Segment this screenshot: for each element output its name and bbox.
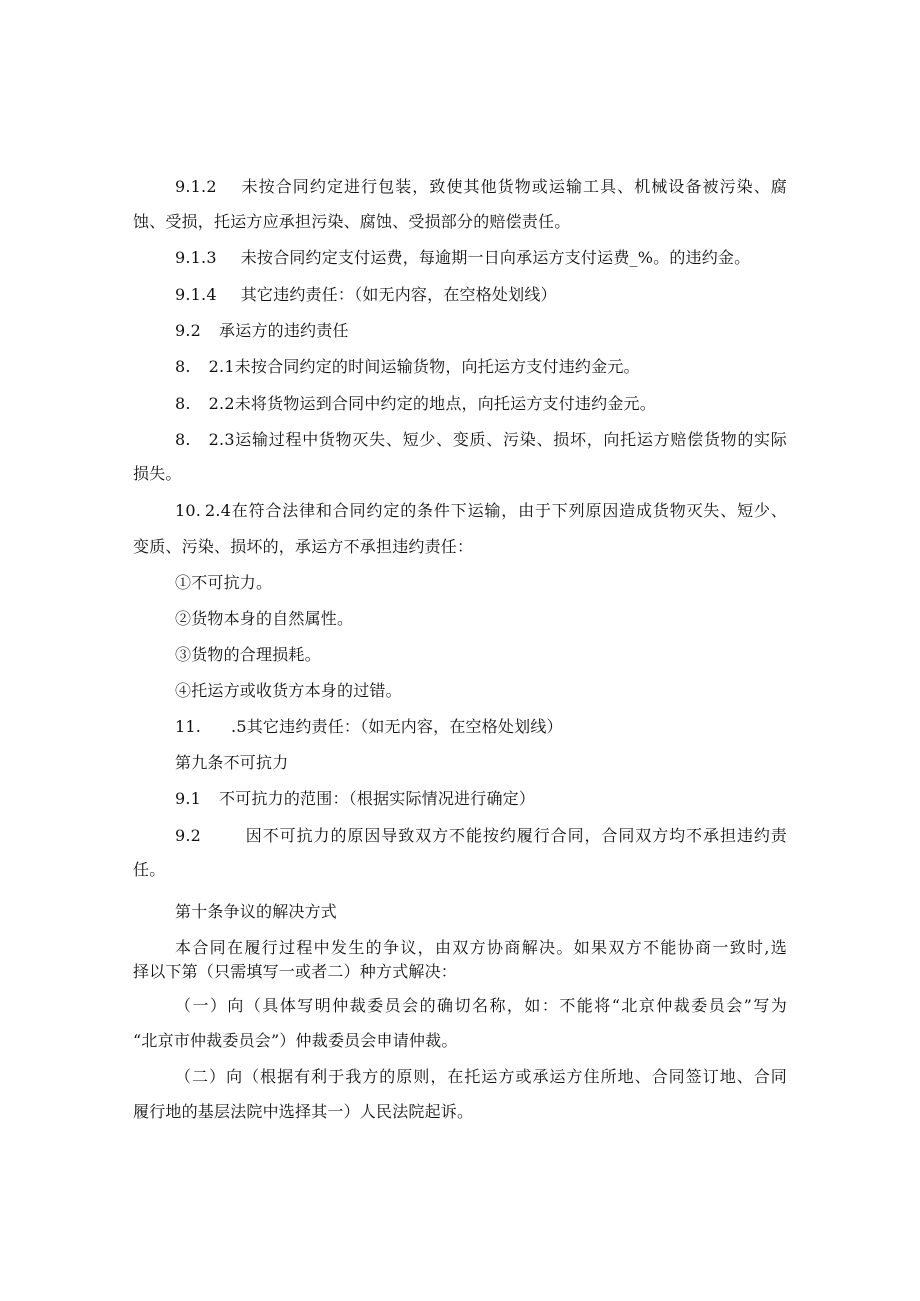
paragraph-8-2-2	[175, 394, 656, 414]
paragraph-10-2-4	[175, 501, 787, 521]
clause-text: 2.1未按合同约定的时间运输货物，向托运方支付违约金元。	[208, 357, 640, 376]
list-item: ①不可抗力。	[175, 573, 273, 592]
paragraph-dispute: 本合同在履行过程中发生的争议，由双方协商解决。如果双方不能协商一致时,选	[175, 938, 787, 957]
paragraph-9-1-2	[175, 177, 787, 197]
clause-text: 2.2未将货物运到合同中约定的地点，向托运方支付违约金元。	[208, 394, 656, 413]
paragraph-continuation: 蚀、受损，托运方应承担污染、腐蚀、受损部分的赔偿责任。	[133, 212, 571, 231]
clause-text: 不可抗力的范围：（根据实际情况进行确定）	[219, 789, 536, 808]
paragraph-9-2-carrier	[175, 321, 349, 341]
list-item: ②货物本身的自然属性。	[175, 609, 354, 628]
clause-number: 10.	[175, 501, 202, 520]
clause-number: 8.	[175, 430, 191, 449]
article-heading-dispute-resolution: 第十条争议的解决方式	[175, 902, 338, 921]
clause-number: 9.1.4	[175, 285, 217, 304]
clause-text: 因不可抗力的原因导致双方不能按约履行合同，合同双方均不承担违约责	[245, 826, 787, 845]
clause-number: 9.1.2	[175, 177, 217, 196]
clause-number: 11.	[175, 717, 202, 736]
clause-number: 8.	[175, 394, 191, 413]
paragraph-option-litigation: （二）向（根据有利于我方的原则，在托运方或承运方住所地、合同签订地、合同	[175, 1067, 787, 1086]
paragraph-9-1-3	[175, 248, 750, 268]
clause-number: 9.1.3	[175, 248, 217, 267]
clause-text: 2.4在符合法律和合同约定的条件下运输，由于下列原因造成货物灭失、短少、	[205, 501, 787, 520]
paragraph-9-2-force-majeure	[175, 826, 787, 846]
clause-number: 9.2	[175, 321, 202, 340]
clause-text: 未按合同约定支付运费，每逾期一日向承运方支付运费_%。的违约金。	[240, 248, 751, 267]
paragraph-continuation: 损失。	[133, 464, 182, 483]
list-item: ④托运方或收货方本身的过错。	[175, 681, 402, 700]
paragraph-9-1-4	[175, 285, 557, 305]
clause-text: .5其它违约责任：（如无内容，在空格处划线）	[231, 717, 563, 736]
clause-text: 承运方的违约责任	[219, 321, 349, 340]
paragraph-11-5	[175, 717, 563, 737]
paragraph-9-1-force-majeure	[175, 789, 535, 809]
paragraph-continuation: 择以下第（只需填写一或者二）种方式解决：	[133, 962, 458, 981]
list-item: ③货物的合理损耗。	[175, 645, 321, 664]
paragraph-option-arbitration: （一）向（具体写明仲裁委员会的确切名称，如：不能将“北京仲裁委员会”写为	[175, 996, 787, 1015]
clause-number: 9.1	[175, 789, 202, 808]
clause-text: 其它违约责任：（如无内容，在空格处划线）	[240, 285, 557, 304]
clause-number: 8.	[175, 357, 191, 376]
article-heading-force-majeure: 第九条不可抗力	[175, 753, 289, 772]
clause-text: 2.3运输过程中货物灭失、短少、变质、污染、损坏，向托运方赔偿货物的实际	[208, 430, 787, 449]
paragraph-continuation: 任。	[133, 860, 166, 879]
paragraph-8-2-1	[175, 357, 640, 377]
paragraph-continuation: 履行地的基层法院中选择其一）人民法院起诉。	[133, 1102, 474, 1121]
clause-text: 未按合同约定进行包装，致使其他货物或运输工具、机械设备被污染、腐	[240, 177, 787, 196]
clause-number: 9.2	[175, 826, 202, 845]
paragraph-continuation: 变质、污染、损坏的，承运方不承担违约责任：	[133, 537, 474, 556]
paragraph-8-2-3	[175, 430, 787, 450]
paragraph-continuation: “北京市仲裁委员会”）仲裁委员会申请仲裁。	[133, 1031, 458, 1050]
